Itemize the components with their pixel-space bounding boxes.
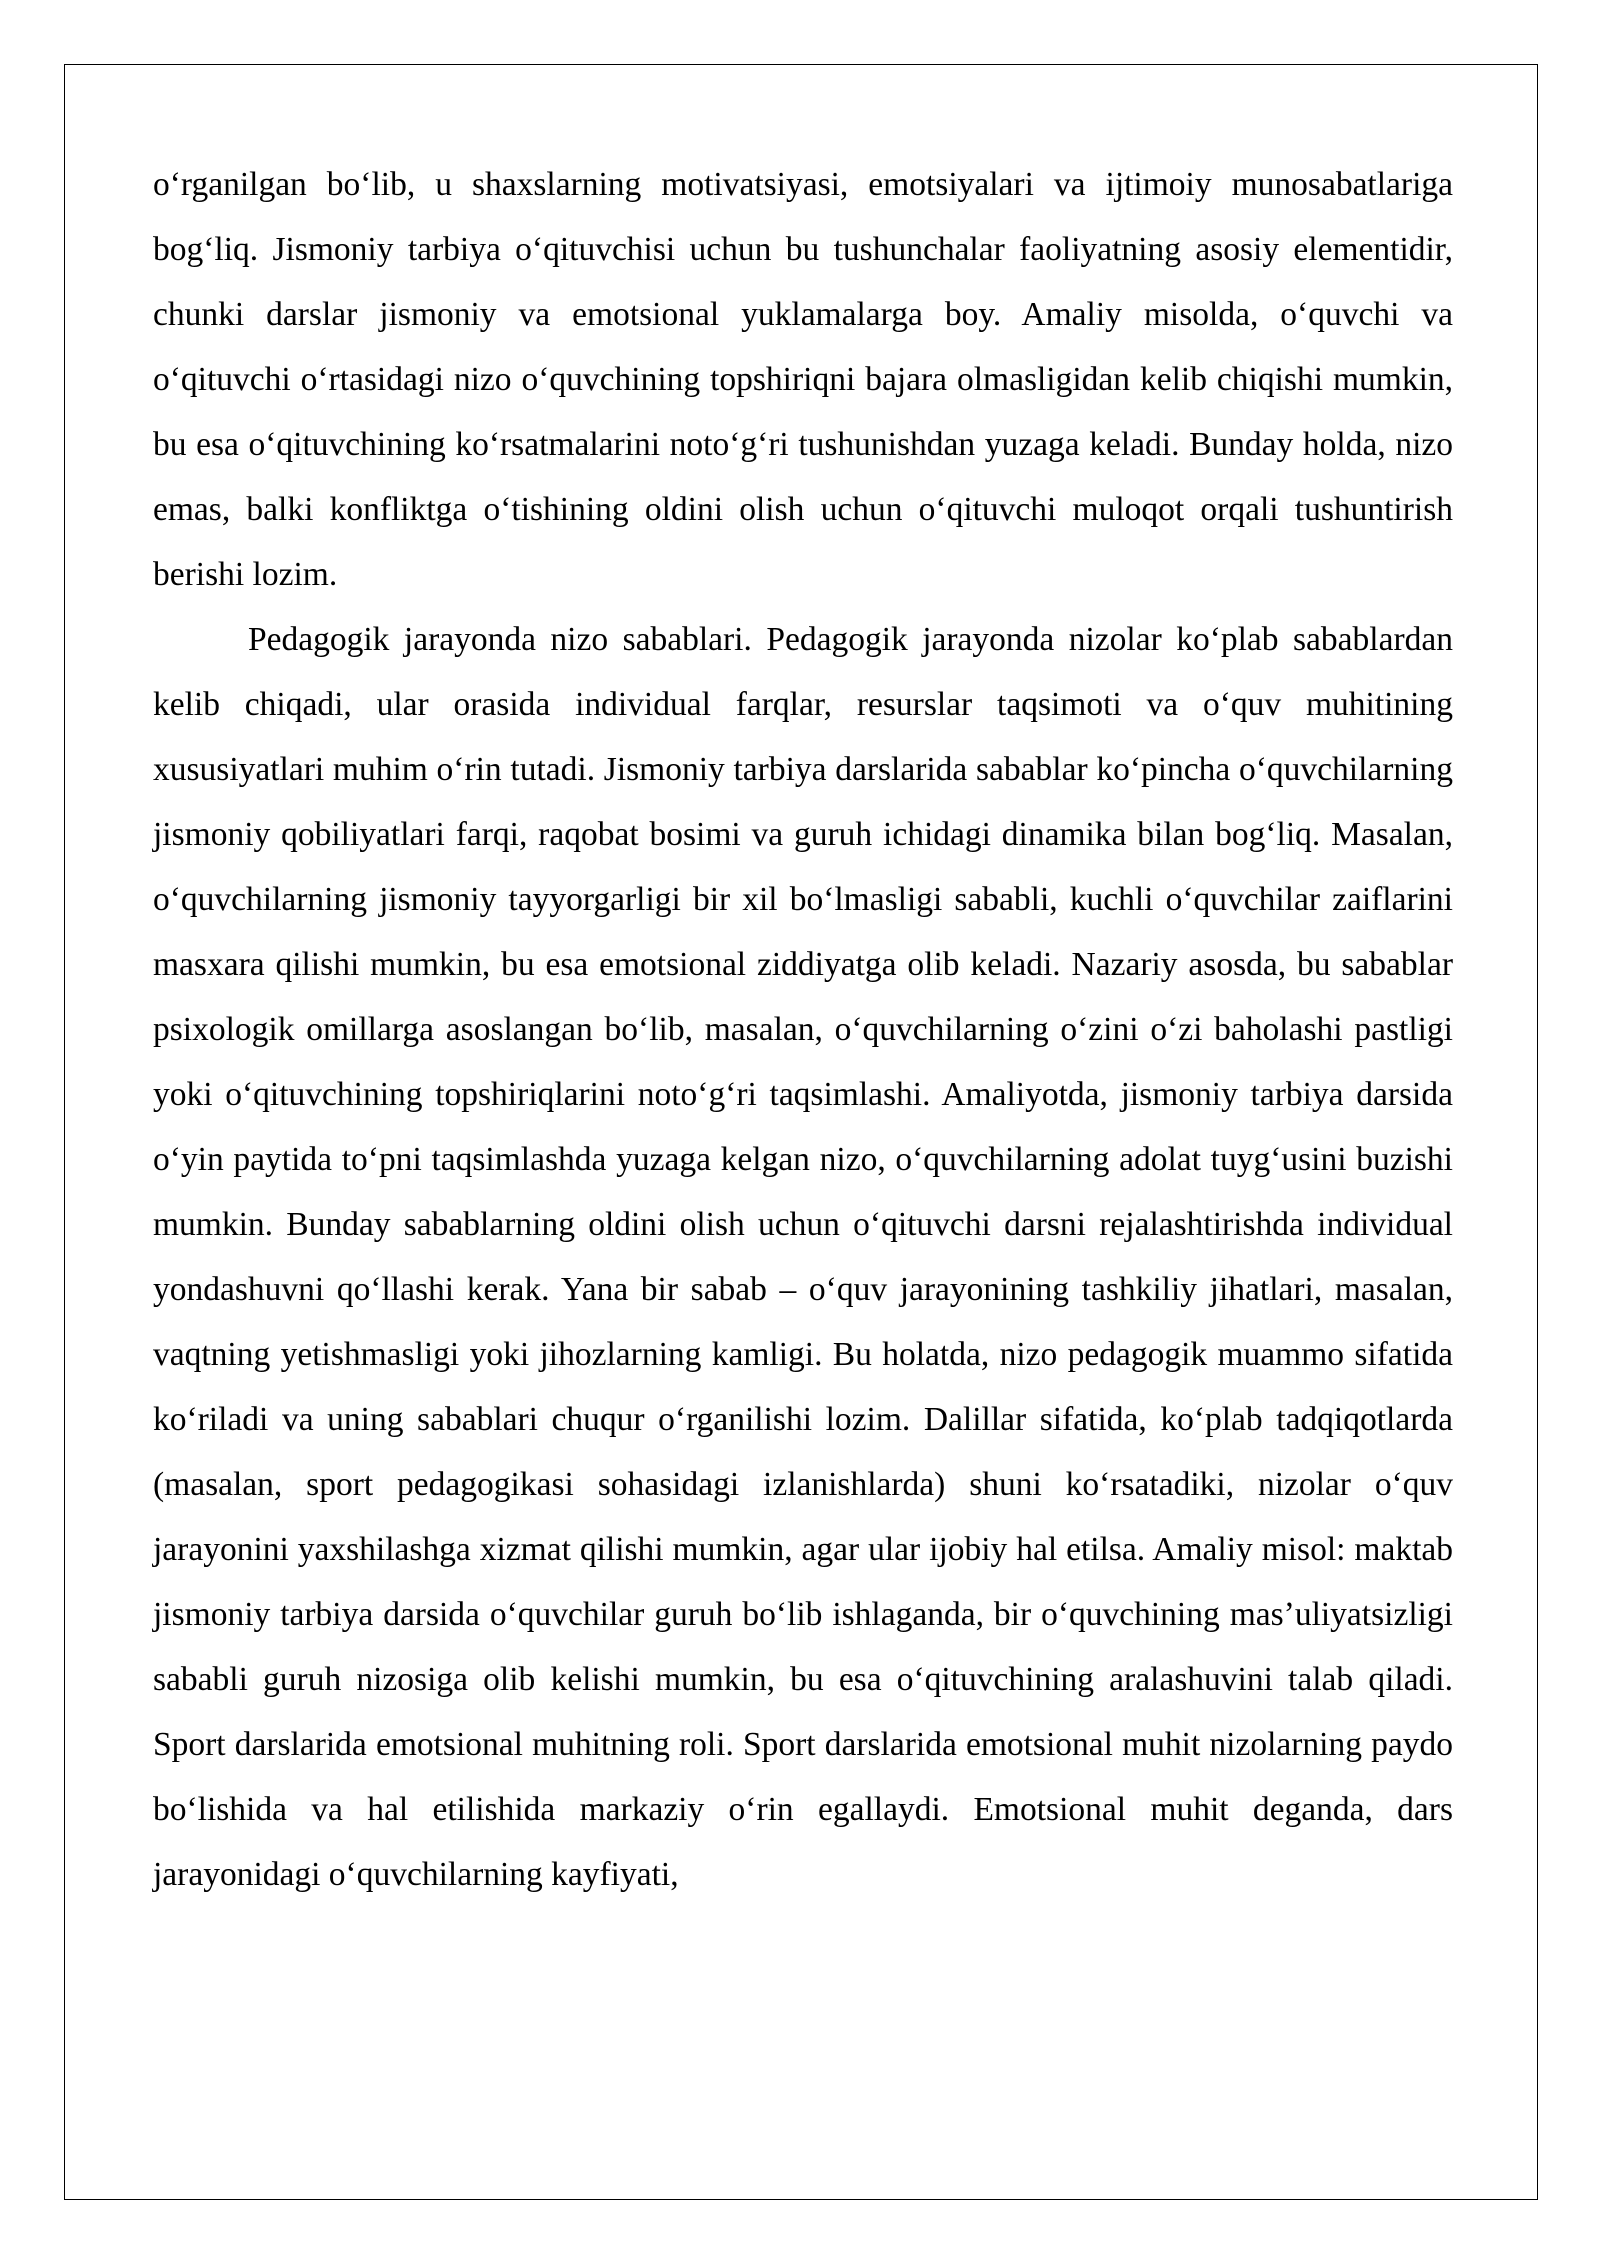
paragraph-2: Pedagogik jarayonda nizo sabablari. Pedagogik jarayonda nizolar koʻplab sabablardan kelib chiqadi, ular orasida individual farqlar, resurslar taqsimoti va oʻquv muhitining xususiyatlari muhim oʻrin tutadi. Jismoniy tarbiya darslarida sabablar koʻpincha oʻquvchilarning jismoniy qobiliyatlari farqi, raqobat bosimi va guruh ichidagi dinamika bilan bogʻliq. Masalan, oʻquvchilarning jismoniy tayyorgarligi bir xil boʻlmasligi sababli, kuchli oʻquvchilar zaiflarini masxara qilishi mumkin, bu esa emotsional ziddiyatga olib keladi. Nazariy asosda, bu sabablar psixologik omillarga asoslangan boʻlib, masalan, oʻquvchilarning oʻzini oʻzi baholashi pastligi yoki oʻqituvchining topshiriqlarini notoʻgʻri taqsimlashi. Amaliyotda, jismoniy tarbiya darsida oʻyin paytida toʻpni taqsimlashda yuzaga kelgan nizo, oʻquvchilarning adolat tuygʻusini buzishi mumkin. Bunday sabablarning oldini olish uchun oʻqituvchi darsni rejalashtirishda individual yondashuvni qoʻllashi kerak. Yana bir sabab – oʻquv jarayonining tashkiliy jihatlari, masalan, vaqtning yetishmasligi yoki jihozlarning kamligi. Bu holatda, nizo pedagogik muammo sifatida koʻriladi va uning sabablari chuqur oʻrganilishi lozim. Dalillar sifatida, koʻplab tadqiqotlarda (masalan, sport pedagogikasi sohasidagi izlanishlarda) shuni koʻrsatadiki, nizolar oʻquv jarayonini yaxshilashga xizmat qilishi mumkin, agar ular ijobiy hal etilsa. Amaliy misol: maktab jismoniy tarbiya darsida oʻquvchilar guruh boʻlib ishlaganda, bir oʻquvchining masʼuliyatsizligi sababli guruh nizosiga olib kelishi mumkin, bu esa oʻqituvchining aralashuvini talab qiladi. Sport darslarida emotsional muhitning roli. Sport darslarida emotsional muhit nizolarning paydo boʻlishida va hal etilishida markaziy oʻrin egallaydi. Emotsional muhit deganda, dars jarayonidagi oʻquvchilarning kayfiyati, [153,621,1453,1893]
paragraph-1: oʻrganilgan boʻlib, u shaxslarning motivatsiyasi, emotsiyalari va ijtimoiy munosabatlariga bogʻliq. Jismoniy tarbiya oʻqituvchisi uchun bu tushunchalar faoliyatning asosiy elementidir, chunki darslar jismoniy va emotsional yuklamalarga boy. Amaliy misolda, oʻquvchi va oʻqituvchi oʻrtasidagi nizo oʻquvchining topshiriqni bajara olmasligidan kelib chiqishi mumkin, bu esa oʻqituvchining koʻrsatmalarini notoʻgʻri tushunishdan yuzaga keladi. Bunday holda, nizo emas, balki konfliktga oʻtishining oldini olish uchun oʻqituvchi muloqot orqali tushuntirish berishi lozim. [153,166,1453,593]
document-body [153,152,1453,1907]
